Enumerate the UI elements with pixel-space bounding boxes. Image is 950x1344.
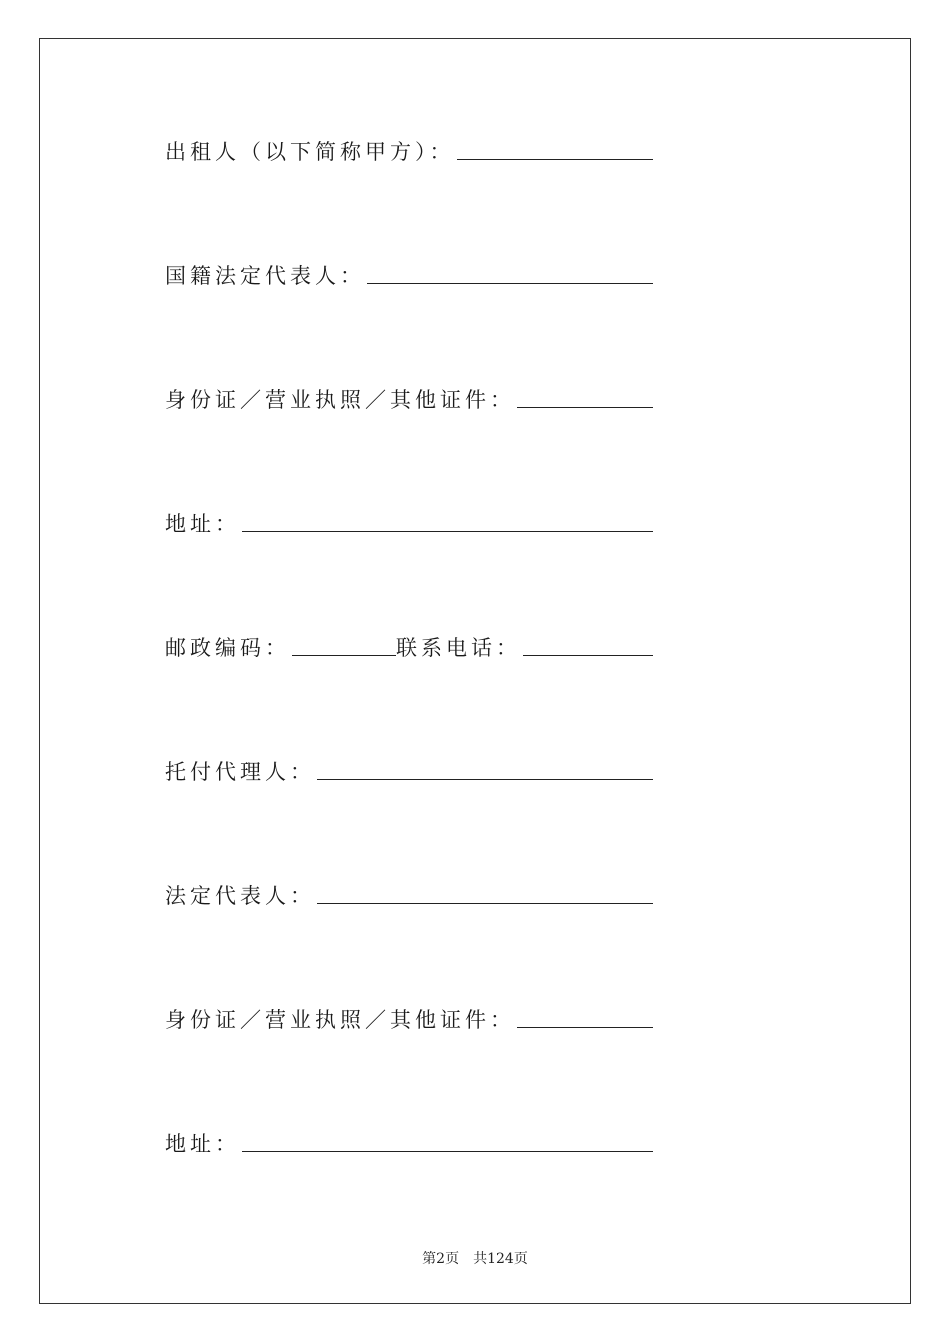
postcode-blank-line[interactable] [292, 654, 396, 656]
postcode-label: 邮政编码： [165, 636, 290, 660]
blank-line[interactable] [242, 1150, 653, 1152]
blank-line[interactable] [317, 902, 653, 904]
page-footer [0, 1248, 950, 1268]
legal-representative-field [165, 878, 653, 910]
id-document-field [165, 382, 653, 414]
address-field-2 [165, 1126, 653, 1158]
lessor-field [165, 134, 653, 166]
postcode-phone-field [165, 630, 653, 662]
phone-blank-line[interactable] [523, 654, 653, 656]
id-document-field-2 [165, 1002, 653, 1034]
field-label: 法定代表人： [165, 884, 315, 908]
blank-line[interactable] [457, 158, 654, 160]
blank-line[interactable] [317, 778, 653, 780]
field-label: 国籍法定代表人： [165, 264, 365, 288]
agent-field [165, 754, 653, 786]
phone-label: 联系电话： [396, 636, 521, 660]
page-border [39, 38, 911, 1304]
blank-line[interactable] [517, 1026, 653, 1028]
field-label: 地址： [165, 512, 240, 536]
field-label: 身份证／营业执照／其他证件： [165, 1008, 515, 1032]
blank-line[interactable] [517, 406, 653, 408]
blank-line[interactable] [242, 530, 653, 532]
field-label: 身份证／营业执照／其他证件： [165, 388, 515, 412]
field-label: 地址： [165, 1132, 240, 1156]
blank-line[interactable] [367, 282, 653, 284]
field-label: 出租人（以下简称甲方）： [165, 140, 455, 164]
address-field [165, 506, 653, 538]
nationality-representative-field [165, 258, 653, 290]
page-number: 第2页 [422, 1251, 460, 1267]
page-total: 共124页 [473, 1251, 528, 1267]
field-label: 托付代理人： [165, 760, 315, 784]
